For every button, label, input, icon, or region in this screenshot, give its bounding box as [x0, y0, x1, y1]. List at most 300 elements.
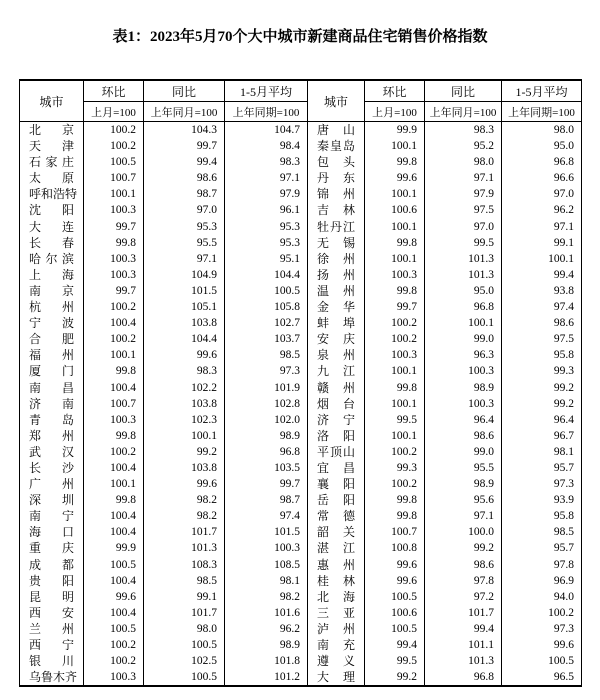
mom-value-cell-left: 100.3 [84, 202, 144, 218]
yoy-value-cell-right: 98.6 [425, 428, 502, 444]
mom-value-cell-right: 99.8 [365, 492, 425, 508]
mom-value-cell-right: 100.5 [365, 621, 425, 637]
city-name-cell-left: 厦门 [20, 363, 84, 379]
table-row [20, 154, 582, 170]
table-row [20, 508, 582, 524]
city-name-cell-right: 泸州 [308, 621, 365, 637]
city-name-cell-left: 杭州 [20, 299, 84, 315]
avg-value-cell-left: 101.6 [225, 605, 308, 621]
table-row [20, 363, 582, 379]
mom-value-cell-left: 100.2 [84, 331, 144, 347]
yoy-value-cell-left: 98.5 [144, 573, 225, 589]
mom-value-cell-left: 100.5 [84, 557, 144, 573]
yoy-value-cell-left: 101.7 [144, 524, 225, 540]
yoy-value-cell-left: 104.4 [144, 331, 225, 347]
yoy-value-cell-right: 100.0 [425, 524, 502, 540]
yoy-value-cell-left: 98.2 [144, 508, 225, 524]
table-title: 表1：2023年5月70个大中城市新建商品住宅销售价格指数 [112, 29, 488, 45]
avg-value-cell-right: 99.4 [502, 267, 582, 283]
avg-value-cell-right: 96.7 [502, 428, 582, 444]
yoy-value-cell-right: 97.1 [425, 170, 502, 186]
avg-value-cell-right: 99.6 [502, 637, 582, 653]
city-name-cell-left: 贵阳 [20, 573, 84, 589]
avg-value-cell-right: 97.0 [502, 186, 582, 202]
avg-value-cell-left: 101.5 [225, 524, 308, 540]
avg-value-cell-right: 95.7 [502, 460, 582, 476]
avg-value-cell-right: 98.5 [502, 524, 582, 540]
yoy-header-left: 同比 [144, 80, 225, 102]
table-body [20, 122, 582, 687]
yoy-value-cell-right: 98.3 [425, 122, 502, 139]
table-row [20, 492, 582, 508]
yoy-value-cell-right: 95.6 [425, 492, 502, 508]
yoy-value-cell-right: 100.1 [425, 315, 502, 331]
avg-value-cell-right: 97.4 [502, 299, 582, 315]
mom-value-cell-left: 100.3 [84, 267, 144, 283]
mom-value-cell-left: 100.7 [84, 396, 144, 412]
yoy-value-cell-right: 97.8 [425, 573, 502, 589]
avg-value-cell-right: 96.4 [502, 412, 582, 428]
city-name-cell-left: 天津 [20, 138, 84, 154]
yoy-value-cell-left: 99.6 [144, 476, 225, 492]
city-name-cell-right: 烟台 [308, 396, 365, 412]
city-name-cell-left: 西安 [20, 605, 84, 621]
city-name-cell-left: 广州 [20, 476, 84, 492]
city-name-cell-right: 牡丹江 [308, 219, 365, 235]
mom-value-cell-right: 100.1 [365, 363, 425, 379]
city-name-cell-right: 金华 [308, 299, 365, 315]
mom-header-left: 环比 [84, 80, 144, 102]
yoy-value-cell-left: 104.9 [144, 267, 225, 283]
avg-value-cell-left: 99.7 [225, 476, 308, 492]
mom-value-cell-right: 99.8 [365, 508, 425, 524]
table-row [20, 331, 582, 347]
mom-value-cell-right: 100.2 [365, 476, 425, 492]
table-row [20, 251, 582, 267]
yoy-value-cell-left: 99.4 [144, 154, 225, 170]
avg-value-cell-right: 95.0 [502, 138, 582, 154]
mom-value-cell-right: 100.1 [365, 251, 425, 267]
mom-value-cell-right: 100.6 [365, 605, 425, 621]
city-name-cell-left: 重庆 [20, 540, 84, 556]
avg-base-right: 上年同期=100 [502, 102, 582, 122]
city-name-cell-right: 扬州 [308, 267, 365, 283]
yoy-value-cell-left: 99.1 [144, 589, 225, 605]
mom-value-cell-left: 99.8 [84, 492, 144, 508]
mom-value-cell-left: 100.7 [84, 170, 144, 186]
table-row [20, 202, 582, 218]
city-name-cell-right: 唐山 [308, 122, 365, 139]
mom-value-cell-left: 100.4 [84, 573, 144, 589]
mom-value-cell-right: 100.3 [365, 267, 425, 283]
avg-value-cell-right: 93.8 [502, 283, 582, 299]
mom-value-cell-right: 100.1 [365, 219, 425, 235]
mom-value-cell-left: 100.3 [84, 251, 144, 267]
city-name-cell-right: 秦皇岛 [308, 138, 365, 154]
mom-value-cell-left: 100.2 [84, 299, 144, 315]
yoy-value-cell-right: 96.3 [425, 347, 502, 363]
avg-value-cell-left: 97.9 [225, 186, 308, 202]
mom-value-cell-right: 99.8 [365, 154, 425, 170]
mom-value-cell-left: 100.4 [84, 524, 144, 540]
avg-value-cell-right: 99.2 [502, 396, 582, 412]
table-row [20, 428, 582, 444]
city-name-cell-left: 呼和浩特 [20, 186, 84, 202]
yoy-value-cell-left: 103.8 [144, 315, 225, 331]
avg-value-cell-right: 96.2 [502, 202, 582, 218]
mom-value-cell-right: 99.4 [365, 637, 425, 653]
city-name-cell-right: 安庆 [308, 331, 365, 347]
avg-value-cell-left: 101.2 [225, 669, 308, 686]
mom-value-cell-left: 100.2 [84, 444, 144, 460]
city-name-cell-left: 合肥 [20, 331, 84, 347]
yoy-value-cell-left: 103.8 [144, 460, 225, 476]
table-row [20, 315, 582, 331]
city-name-cell-left: 青岛 [20, 412, 84, 428]
mom-value-cell-right: 99.6 [365, 170, 425, 186]
mom-value-cell-right: 99.6 [365, 557, 425, 573]
mom-value-cell-right: 99.3 [365, 460, 425, 476]
avg-value-cell-left: 97.3 [225, 363, 308, 379]
table-row [20, 669, 582, 686]
city-name-cell-right: 包头 [308, 154, 365, 170]
avg-value-cell-left: 103.5 [225, 460, 308, 476]
mom-header-right: 环比 [365, 80, 425, 102]
city-name-cell-right: 洛阳 [308, 428, 365, 444]
table-row [20, 170, 582, 186]
table-row [20, 637, 582, 653]
avg-value-cell-right: 95.8 [502, 508, 582, 524]
avg-value-cell-left: 95.3 [225, 219, 308, 235]
avg-value-cell-left: 98.9 [225, 428, 308, 444]
yoy-value-cell-right: 97.1 [425, 508, 502, 524]
table-header [20, 80, 582, 122]
table-row [20, 605, 582, 621]
yoy-value-cell-left: 98.0 [144, 621, 225, 637]
mom-value-cell-right: 100.1 [365, 186, 425, 202]
table-row [20, 557, 582, 573]
avg-value-cell-left: 100.5 [225, 283, 308, 299]
city-name-cell-right: 岳阳 [308, 492, 365, 508]
mom-value-cell-left: 99.7 [84, 283, 144, 299]
avg-value-cell-right: 96.5 [502, 669, 582, 686]
yoy-value-cell-left: 98.2 [144, 492, 225, 508]
city-name-cell-right: 大理 [308, 669, 365, 686]
city-name-cell-right: 九江 [308, 363, 365, 379]
table-row [20, 476, 582, 492]
mom-value-cell-left: 100.2 [84, 653, 144, 669]
table-row [20, 460, 582, 476]
mom-value-cell-right: 100.5 [365, 589, 425, 605]
mom-value-cell-right: 99.8 [365, 235, 425, 251]
mom-value-cell-left: 100.1 [84, 186, 144, 202]
city-name-cell-left: 郑州 [20, 428, 84, 444]
table-row [20, 219, 582, 235]
yoy-value-cell-right: 101.3 [425, 267, 502, 283]
yoy-value-cell-right: 99.0 [425, 444, 502, 460]
city-name-cell-right: 韶关 [308, 524, 365, 540]
avg-value-cell-right: 97.3 [502, 621, 582, 637]
avg-value-cell-left: 96.2 [225, 621, 308, 637]
city-name-cell-left: 昆明 [20, 589, 84, 605]
mom-value-cell-left: 100.2 [84, 138, 144, 154]
yoy-value-cell-left: 104.3 [144, 122, 225, 139]
mom-value-cell-right: 100.3 [365, 347, 425, 363]
avg-value-cell-right: 100.5 [502, 653, 582, 669]
yoy-value-cell-left: 105.1 [144, 299, 225, 315]
yoy-value-cell-left: 102.2 [144, 380, 225, 396]
table-row [20, 267, 582, 283]
yoy-value-cell-left: 103.8 [144, 396, 225, 412]
table-row [20, 235, 582, 251]
yoy-value-cell-right: 99.2 [425, 540, 502, 556]
mom-value-cell-right: 99.5 [365, 412, 425, 428]
avg-value-cell-left: 98.7 [225, 492, 308, 508]
yoy-value-cell-left: 99.7 [144, 138, 225, 154]
avg-value-cell-right: 97.8 [502, 557, 582, 573]
city-name-cell-left: 兰州 [20, 621, 84, 637]
avg-value-cell-left: 95.3 [225, 235, 308, 251]
mom-value-cell-left: 99.8 [84, 363, 144, 379]
mom-value-cell-right: 100.1 [365, 396, 425, 412]
city-name-cell-left: 济南 [20, 396, 84, 412]
yoy-value-cell-right: 96.4 [425, 412, 502, 428]
yoy-value-cell-right: 97.5 [425, 202, 502, 218]
mom-value-cell-left: 100.5 [84, 154, 144, 170]
city-name-cell-right: 济宁 [308, 412, 365, 428]
city-name-cell-left: 西宁 [20, 637, 84, 653]
city-name-cell-right: 泉州 [308, 347, 365, 363]
avg-value-cell-left: 98.2 [225, 589, 308, 605]
yoy-value-cell-left: 97.0 [144, 202, 225, 218]
mom-value-cell-right: 100.2 [365, 444, 425, 460]
avg-value-cell-left: 97.4 [225, 508, 308, 524]
yoy-value-cell-left: 99.6 [144, 347, 225, 363]
avg-value-cell-right: 95.7 [502, 540, 582, 556]
avg-value-cell-left: 102.7 [225, 315, 308, 331]
mom-base-right: 上月=100 [365, 102, 425, 122]
yoy-value-cell-left: 99.2 [144, 444, 225, 460]
avg-value-cell-right: 98.6 [502, 315, 582, 331]
city-name-cell-right: 吉林 [308, 202, 365, 218]
avg-value-cell-right: 98.1 [502, 444, 582, 460]
avg-value-cell-right: 93.9 [502, 492, 582, 508]
mom-value-cell-left: 100.1 [84, 476, 144, 492]
mom-value-cell-right: 100.7 [365, 524, 425, 540]
avg-value-cell-right: 96.6 [502, 170, 582, 186]
city-name-cell-left: 石家庄 [20, 154, 84, 170]
avg-value-cell-left: 101.8 [225, 653, 308, 669]
mom-value-cell-right: 100.1 [365, 138, 425, 154]
mom-value-cell-left: 99.7 [84, 219, 144, 235]
table-row [20, 299, 582, 315]
avg-value-cell-right: 98.0 [502, 122, 582, 139]
mom-value-cell-right: 100.2 [365, 331, 425, 347]
city-name-cell-left: 成都 [20, 557, 84, 573]
avg-value-cell-right: 95.8 [502, 347, 582, 363]
mom-value-cell-right: 99.6 [365, 573, 425, 589]
avg-value-cell-left: 104.4 [225, 267, 308, 283]
avg-value-cell-right: 99.1 [502, 235, 582, 251]
yoy-value-cell-right: 99.0 [425, 331, 502, 347]
table-row [20, 524, 582, 540]
mom-value-cell-right: 100.2 [365, 315, 425, 331]
yoy-value-cell-left: 98.6 [144, 170, 225, 186]
mom-value-cell-right: 99.9 [365, 122, 425, 139]
city-name-cell-left: 武汉 [20, 444, 84, 460]
mom-value-cell-left: 100.2 [84, 637, 144, 653]
mom-value-cell-left: 100.4 [84, 460, 144, 476]
avg-value-cell-left: 96.8 [225, 444, 308, 460]
mom-value-cell-left: 100.4 [84, 508, 144, 524]
yoy-value-cell-left: 97.1 [144, 251, 225, 267]
mom-value-cell-left: 100.1 [84, 347, 144, 363]
avg-header-right: 1-5月平均 [502, 80, 582, 102]
avg-value-cell-left: 98.5 [225, 347, 308, 363]
yoy-value-cell-right: 97.9 [425, 186, 502, 202]
yoy-value-cell-left: 102.5 [144, 653, 225, 669]
yoy-value-cell-right: 98.9 [425, 380, 502, 396]
yoy-value-cell-right: 97.2 [425, 589, 502, 605]
table-row [20, 347, 582, 363]
table-row [20, 444, 582, 460]
yoy-value-cell-left: 102.3 [144, 412, 225, 428]
avg-value-cell-right: 99.2 [502, 380, 582, 396]
city-name-cell-left: 海口 [20, 524, 84, 540]
table-row [20, 380, 582, 396]
avg-value-cell-left: 98.9 [225, 637, 308, 653]
avg-value-cell-left: 100.3 [225, 540, 308, 556]
city-name-cell-right: 温州 [308, 283, 365, 299]
mom-value-cell-left: 100.4 [84, 315, 144, 331]
yoy-base-right: 上年同月=100 [425, 102, 502, 122]
table-row [20, 540, 582, 556]
mom-value-cell-left: 99.9 [84, 540, 144, 556]
mom-value-cell-left: 100.4 [84, 380, 144, 396]
city-name-cell-left: 北京 [20, 122, 84, 139]
mom-value-cell-left: 100.3 [84, 412, 144, 428]
city-name-cell-left: 深圳 [20, 492, 84, 508]
city-name-cell-right: 北海 [308, 589, 365, 605]
mom-value-cell-right: 100.6 [365, 202, 425, 218]
city-name-cell-right: 三亚 [308, 605, 365, 621]
avg-value-cell-left: 98.1 [225, 573, 308, 589]
city-header-left: 城市 [20, 80, 84, 122]
avg-value-cell-right: 97.1 [502, 219, 582, 235]
city-name-cell-left: 长春 [20, 235, 84, 251]
city-name-cell-left: 长沙 [20, 460, 84, 476]
price-index-table [19, 79, 582, 687]
mom-value-cell-left: 100.4 [84, 605, 144, 621]
yoy-value-cell-left: 101.5 [144, 283, 225, 299]
avg-value-cell-left: 102.8 [225, 396, 308, 412]
avg-value-cell-left: 97.1 [225, 170, 308, 186]
table-row [20, 396, 582, 412]
avg-header-left: 1-5月平均 [225, 80, 308, 102]
city-name-cell-right: 平顶山 [308, 444, 365, 460]
yoy-value-cell-left: 98.3 [144, 363, 225, 379]
yoy-value-cell-right: 100.3 [425, 396, 502, 412]
avg-value-cell-left: 96.1 [225, 202, 308, 218]
table-row [20, 283, 582, 299]
city-name-cell-right: 惠州 [308, 557, 365, 573]
city-header-right: 城市 [308, 80, 365, 122]
city-name-cell-left: 上海 [20, 267, 84, 283]
city-name-cell-right: 蚌埠 [308, 315, 365, 331]
city-name-cell-left: 宁波 [20, 315, 84, 331]
avg-value-cell-right: 100.2 [502, 605, 582, 621]
city-name-cell-right: 赣州 [308, 380, 365, 396]
yoy-value-cell-right: 98.0 [425, 154, 502, 170]
yoy-value-cell-right: 98.9 [425, 476, 502, 492]
avg-value-cell-left: 101.9 [225, 380, 308, 396]
yoy-header-right: 同比 [425, 80, 502, 102]
city-name-cell-right: 锦州 [308, 186, 365, 202]
city-name-cell-right: 常德 [308, 508, 365, 524]
avg-value-cell-left: 98.4 [225, 138, 308, 154]
yoy-value-cell-right: 101.3 [425, 251, 502, 267]
city-name-cell-left: 哈尔滨 [20, 251, 84, 267]
city-name-cell-left: 沈阳 [20, 202, 84, 218]
mom-value-cell-right: 99.7 [365, 299, 425, 315]
yoy-value-cell-right: 100.3 [425, 363, 502, 379]
yoy-value-cell-left: 100.5 [144, 637, 225, 653]
city-name-cell-left: 南昌 [20, 380, 84, 396]
avg-value-cell-left: 102.0 [225, 412, 308, 428]
city-name-cell-right: 无锡 [308, 235, 365, 251]
table-row [20, 186, 582, 202]
avg-value-cell-right: 96.8 [502, 154, 582, 170]
yoy-value-cell-right: 99.5 [425, 235, 502, 251]
yoy-value-cell-right: 95.2 [425, 138, 502, 154]
avg-value-cell-left: 103.7 [225, 331, 308, 347]
yoy-value-cell-left: 108.3 [144, 557, 225, 573]
yoy-value-cell-right: 96.8 [425, 299, 502, 315]
city-name-cell-left: 南宁 [20, 508, 84, 524]
city-name-cell-left: 乌鲁木齐 [20, 669, 84, 686]
city-name-cell-left: 大连 [20, 219, 84, 235]
table-row [20, 122, 582, 139]
city-name-cell-left: 南京 [20, 283, 84, 299]
mom-value-cell-right: 99.5 [365, 653, 425, 669]
yoy-value-cell-left: 95.5 [144, 235, 225, 251]
table-row [20, 653, 582, 669]
avg-base-left: 上年同期=100 [225, 102, 308, 122]
table-row [20, 138, 582, 154]
yoy-value-cell-left: 95.3 [144, 219, 225, 235]
city-name-cell-right: 宜昌 [308, 460, 365, 476]
table-row [20, 589, 582, 605]
yoy-value-cell-right: 95.0 [425, 283, 502, 299]
avg-value-cell-left: 104.7 [225, 122, 308, 139]
mom-value-cell-left: 99.8 [84, 428, 144, 444]
avg-value-cell-left: 108.5 [225, 557, 308, 573]
city-name-cell-right: 丹东 [308, 170, 365, 186]
mom-value-cell-right: 100.8 [365, 540, 425, 556]
avg-value-cell-left: 95.1 [225, 251, 308, 267]
avg-value-cell-left: 105.8 [225, 299, 308, 315]
avg-value-cell-left: 98.3 [225, 154, 308, 170]
table-row [20, 573, 582, 589]
avg-value-cell-right: 94.0 [502, 589, 582, 605]
table-row [20, 412, 582, 428]
yoy-value-cell-right: 101.3 [425, 653, 502, 669]
city-name-cell-right: 桂林 [308, 573, 365, 589]
city-name-cell-right: 徐州 [308, 251, 365, 267]
city-name-cell-left: 福州 [20, 347, 84, 363]
mom-value-cell-left: 100.5 [84, 621, 144, 637]
yoy-value-cell-left: 100.5 [144, 669, 225, 686]
